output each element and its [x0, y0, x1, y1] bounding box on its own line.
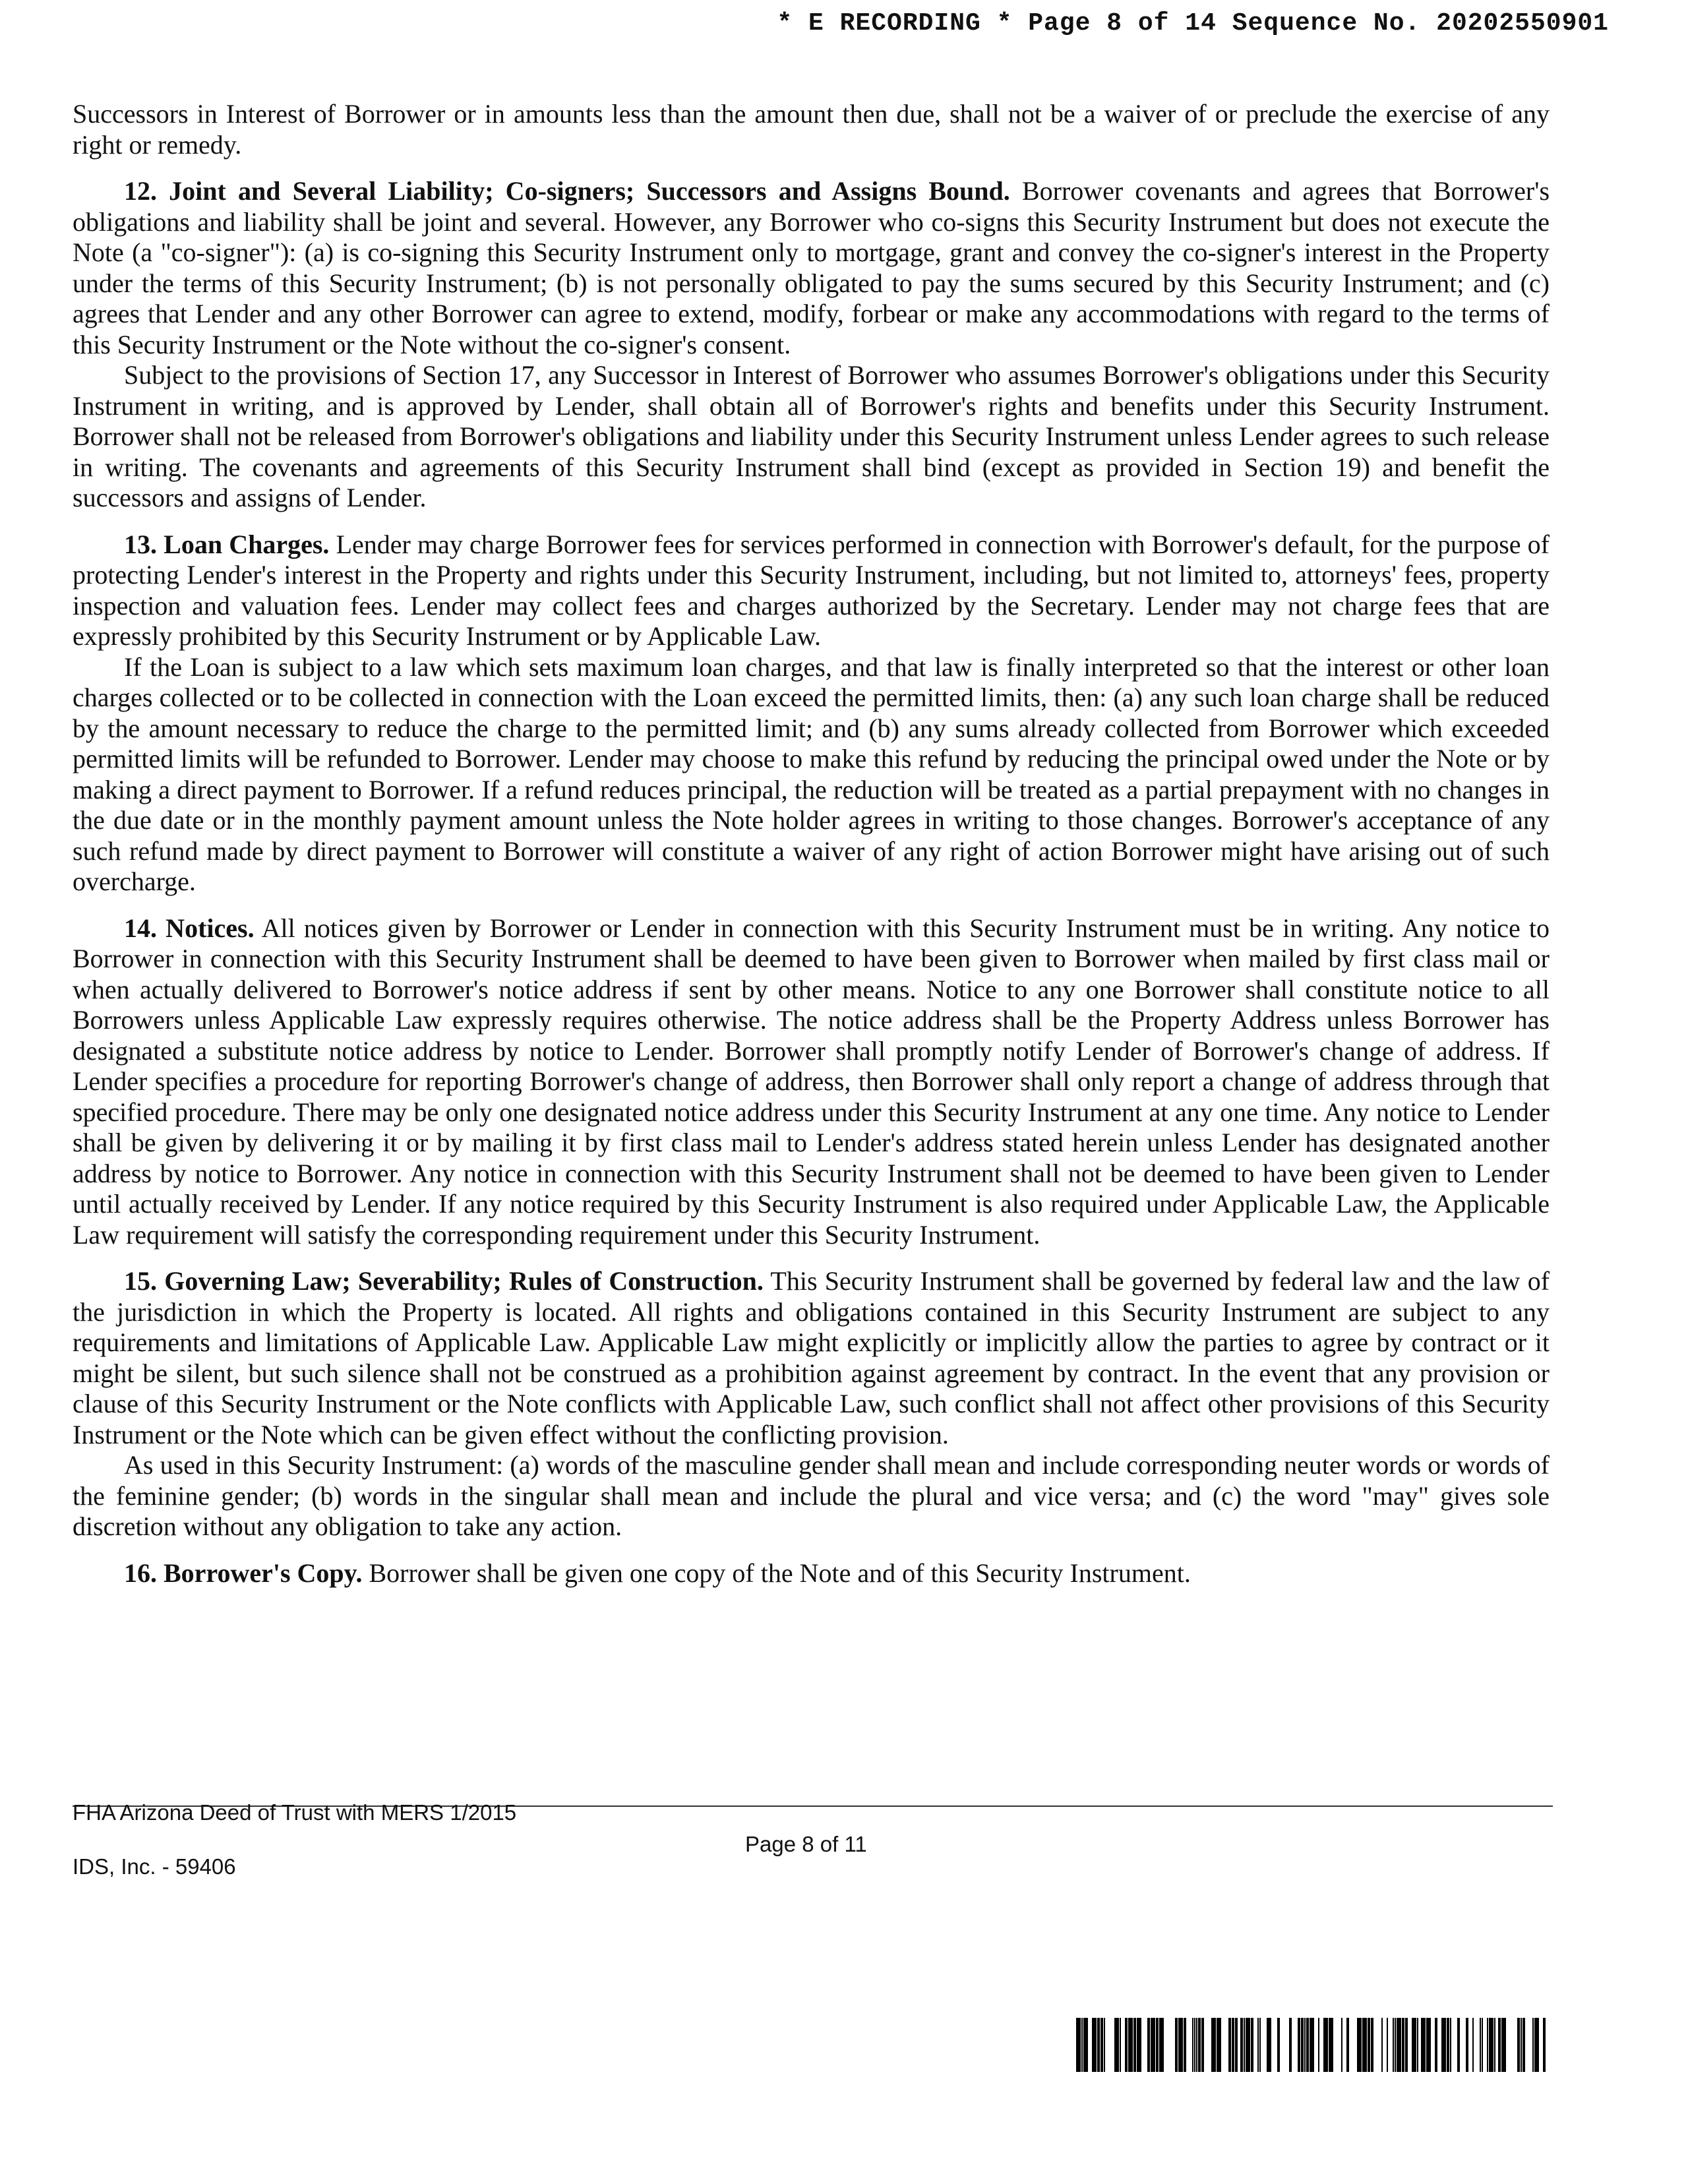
barcode-image [1076, 2018, 1551, 2072]
barcode-bar [1489, 2018, 1493, 2072]
barcode-bar [1498, 2018, 1501, 2072]
barcode-bar [1466, 2018, 1468, 2072]
barcode-bar [1387, 2018, 1388, 2072]
section-14-paragraph-1: All notices given by Borrower or Lender in connection with this Security Instrument must be in writing. Any notice to Borrower in connection with this Security Instrument shall be deemed to have been given to Borrower when mailed by first class mail or when actually delivered to Borrower's notice address if sent by other means. Notice to any one Borrower shall constitute notice to all Borrowers unless Applicable Law expressly requires otherwise. The notice address shall be the Property Address unless Borrower has designated a substitute notice address by notice to Lender. Borrower shall promptly notify Lender of Borrower's change of address. If Lender specifies a procedure for reporting Borrower's change of address, then Borrower shall only report a change of address through that specified procedure. There may be only one designated notice address under this Security Instrument at any one time. Any notice to Lender shall be given by delivering it or by mailing it by first class mail to Lender's address stated herein unless Lender has designated another address by notice to Borrower. Any notice in connection with this Security Instrument shall not be deemed to have been given to Lender until actually received by Lender. If any notice required by this Security Instrument is also required under Applicable Law, the Applicable Law requirement will satisfy the corresponding requirement under this Security Instrument. [73, 913, 1550, 1250]
barcode-bar [1532, 2018, 1534, 2072]
barcode-bar [1310, 2018, 1314, 2072]
barcode-bar [1251, 2018, 1253, 2072]
barcode-bar [1395, 2018, 1396, 2072]
barcode-bar [1405, 2018, 1408, 2072]
barcode-bar [1211, 2018, 1216, 2072]
section-12-paragraph-1: Borrower covenants and agrees that Borrower's obligations and liability shall be joint and several. However, any Borrower who co-signs this Security Instrument but does not execute the Note (a "co-signer"): (a) is co-signing this Security Instrument only to mortgage, grant and convey the co-signer's interest in the Property under the terms of this Security Instrument; (b) is not personally obligated to pay the sums secured by this Security Instrument; and (c) agrees that Lender and any other Borrower can agree to extend, modify, forbear or make any accommodations with regard to the terms of this Security Instrument or the Note without the co-signer's consent. [73, 176, 1550, 359]
barcode-bar [1426, 2018, 1431, 2072]
barcode-bar [1257, 2018, 1259, 2072]
barcode-bar [1235, 2018, 1238, 2072]
barcode-bar [1402, 2018, 1404, 2072]
footer-page-number: Page 8 of 11 [745, 1832, 867, 1856]
section-13-paragraph-1: Lender may charge Borrower fees for services performed in connection with Borrower's default, for the purpose of protecting Lender's interest in the Property and rights under this Security Instrument, including, but not limited to, attorneys' fees, property inspection and valuation fees. Lender may collect fees and charges authorized by the Secretary. Lender may not charge fees that are expressly prohibited by this Security Instrument or by Applicable Law. [73, 529, 1550, 651]
barcode-bar [1368, 2018, 1370, 2072]
barcode-bar [1494, 2018, 1495, 2072]
barcode-bar [1522, 2018, 1525, 2072]
barcode-bar [1240, 2018, 1243, 2072]
barcode-bar [1192, 2018, 1193, 2072]
section-13 [73, 530, 1550, 897]
barcode-bar [1289, 2018, 1292, 2072]
barcode-bar [1306, 2018, 1309, 2072]
barcode-bar [1151, 2018, 1155, 2072]
barcode-bar [1412, 2018, 1416, 2072]
barcode-bar [1244, 2018, 1245, 2072]
barcode-bar [1184, 2018, 1186, 2072]
barcode-bar [1346, 2018, 1349, 2072]
barcode-bar [1083, 2018, 1088, 2072]
barcode-bar [1301, 2018, 1304, 2072]
barcode-bar [1201, 2018, 1204, 2072]
barcode-bar [1217, 2018, 1221, 2072]
section-16-title: 16. Borrower's Copy. [124, 1558, 363, 1588]
barcode-bar [1100, 2018, 1103, 2072]
footer-vendor: IDS, Inc. - 59406 [73, 1854, 236, 1879]
barcode-bar [1397, 2018, 1401, 2072]
section-15-paragraph-1: This Security Instrument shall be governed by federal law and the law of the jurisdiction in which the Property is located. All rights and obligations contained in this Security Instrument are subject to any requirements and limitations of Applicable Law. Applicable Law might explicitly or implicitly allow the parties to agree by contract or it might be silent, but such silence shall not be construed as a prohibition against agreement by contract. In the event that any provision or clause of this Security Instrument or the Note conflicts with Applicable Law, such conflict shall not affect other provisions of this Security Instrument or the Note which can be given effect without the conflicting provision. [73, 1266, 1550, 1449]
barcode-bar [1517, 2018, 1520, 2072]
barcode-bar [1304, 2018, 1306, 2072]
barcode-bar [1450, 2018, 1451, 2072]
section-14 [73, 913, 1550, 1251]
section-13-title: 13. Loan Charges. [124, 529, 330, 559]
barcode-bar [1120, 2018, 1121, 2072]
document-body [73, 99, 1550, 1589]
barcode-bar [1246, 2018, 1250, 2072]
barcode-bar [1137, 2018, 1141, 2072]
barcode-bar [1104, 2018, 1105, 2072]
barcode-bar [1228, 2018, 1231, 2072]
barcode-bar [1259, 2018, 1261, 2072]
barcode-bar [1323, 2018, 1328, 2072]
recording-header: * E RECORDING * Page 8 of 14 Sequence No. 20202550901 [777, 9, 1609, 38]
barcode-bar [1196, 2018, 1197, 2072]
section-12-title: 12. Joint and Several Liability; Co-signers; Successors and Assigns Bound. [124, 176, 1010, 206]
barcode-bar [1417, 2018, 1418, 2072]
barcode-bar [1232, 2018, 1234, 2072]
barcode-bar [1198, 2018, 1201, 2072]
barcode-bar [1081, 2018, 1083, 2072]
section-14-title: 14. Notices. [124, 913, 255, 943]
barcode-bar [1114, 2018, 1119, 2072]
barcode-bar [1457, 2018, 1460, 2072]
barcode-bar [1159, 2018, 1164, 2072]
barcode-bar [1277, 2018, 1280, 2072]
barcode-bar [1501, 2018, 1506, 2072]
section-16-paragraph-1: Borrower shall be given one copy of the Note and of this Security Instrument. [369, 1558, 1191, 1588]
barcode-bar [1318, 2018, 1319, 2072]
barcode-bar [1298, 2018, 1300, 2072]
barcode-bar [1156, 2018, 1159, 2072]
barcode-bar [1133, 2018, 1136, 2072]
barcode-bar [1128, 2018, 1133, 2072]
barcode-bar [1097, 2018, 1100, 2072]
footer-form-name: FHA Arizona Deed of Trust with MERS 1/2015 [73, 1800, 517, 1825]
barcode-bar [1076, 2018, 1081, 2072]
barcode-bar [1362, 2018, 1367, 2072]
section-15-title: 15. Governing Law; Severability; Rules of Construction. [124, 1266, 764, 1296]
barcode-bar [1534, 2018, 1539, 2072]
barcode-bar [1267, 2018, 1271, 2072]
section-15-paragraph-2: As used in this Security Instrument: (a) words of the masculine gender shall mean and include corresponding neuter words or words of the feminine gender; (b) words in the singular shall mean and include the plural and vice versa; and (c) the word "may" gives sole discretion without any obligation to take any action. [73, 1450, 1550, 1541]
barcode-bar [1125, 2018, 1128, 2072]
barcode-bar [1482, 2018, 1483, 2072]
barcode-bar [1147, 2018, 1150, 2072]
barcode-bar [1371, 2018, 1373, 2072]
section-12-paragraph-2: Subject to the provisions of Section 17, any Successor in Interest of Borrower who assumes Borrower's obligations under this Security Instrument in writing, and is approved by Lender, shall obtain all of Borrower's rights and benefits under this Security Instrument. Borrower shall not be released from Borrower's obligations and liability under this Security Instrument unless Lender agrees to such release in writing. The covenants and agreements of this Security Instrument shall bind (except as provided in Section 19) and benefit the successors and assigns of Lender. [73, 360, 1550, 512]
barcode-bar [1357, 2018, 1362, 2072]
barcode-bar [1472, 2018, 1474, 2072]
section-15 [73, 1266, 1550, 1542]
barcode-bar [1447, 2018, 1449, 2072]
barcode-bar [1480, 2018, 1481, 2072]
barcode-bar [1341, 2018, 1342, 2072]
barcode-bar [1543, 2018, 1546, 2072]
barcode-bar [1435, 2018, 1437, 2072]
barcode-bar [1421, 2018, 1426, 2072]
barcode-bar [1329, 2018, 1333, 2072]
barcode-bar [1521, 2018, 1522, 2072]
barcode-bar [1178, 2018, 1183, 2072]
barcode-bar [1393, 2018, 1394, 2072]
section-12 [73, 176, 1550, 514]
barcode-bar [1381, 2018, 1383, 2072]
barcode-bar [1092, 2018, 1097, 2072]
barcode-bar [1175, 2018, 1178, 2072]
barcode-bar [1194, 2018, 1195, 2072]
intro-paragraph: Successors in Interest of Borrower or in amounts less than the amount then due, shall not be a waiver of or preclude the exercise of any right or remedy. [73, 99, 1550, 160]
section-16 [73, 1558, 1550, 1589]
section-13-paragraph-2: If the Loan is subject to a law which sets maximum loan charges, and that law is finally interpreted so that the interest or other loan charges collected or to be collected in connection with the Loan exceed the permitted limits, then: (a) any such loan charge shall be reduced by the amount necessary to reduce the charge to the permitted limit; and (b) any sums already collected from Borrower which exceeded permitted limits will be refunded to Borrower. Lender may choose to make this refund by reducing the principal owed under the Note or by making a direct payment to Borrower. If a refund reduces principal, the reduction will be treated as a partial prepayment with no changes in the due date or in the monthly payment amount unless the Note holder agrees in writing to those changes. Borrower's acceptance of any such refund made by direct payment to Borrower will constitute a waiver of any right of action Borrower might have arising out of such overcharge. [73, 652, 1550, 896]
barcode-bar [1487, 2018, 1488, 2072]
barcode-bar [1441, 2018, 1446, 2072]
